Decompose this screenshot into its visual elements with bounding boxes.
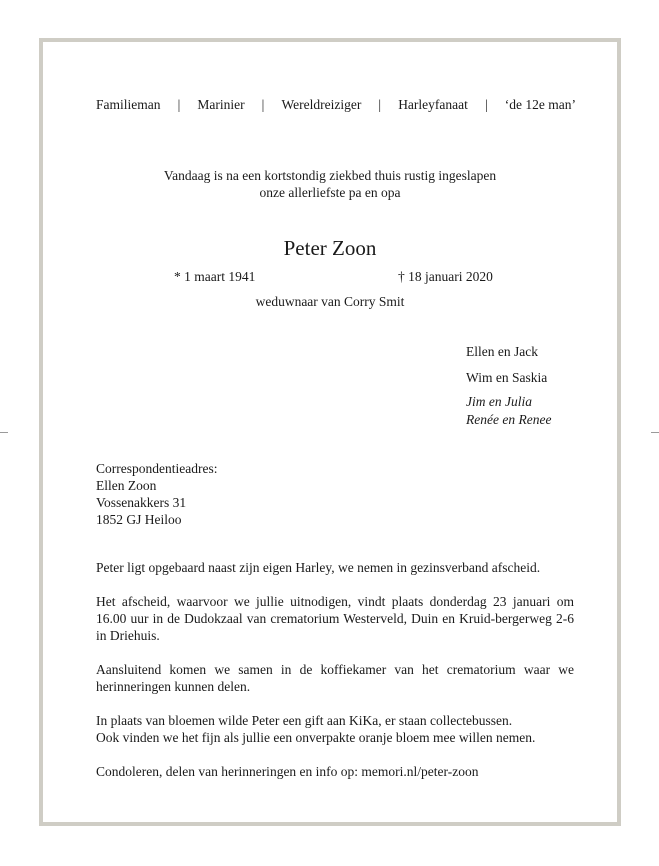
paragraph-donation-line-2: Ook vinden we het fijn als jullie een onverpakte oranje bloem mee willen nemen. xyxy=(96,730,536,745)
paragraph-donation-line-1: In plaats van bloemen wilde Peter een gift aan KiKa, er staan collectebussen. xyxy=(96,713,513,728)
family-children-1: Ellen en Jack xyxy=(466,344,538,359)
trait-separator: | xyxy=(484,97,488,112)
paragraph-farewell xyxy=(96,593,574,644)
paragraph-condolences xyxy=(96,763,574,780)
family-grandchildren-2: Renée en Renee xyxy=(466,412,552,427)
paragraph-gathering-text: Aansluitend komen we samen in de koffiekamer van het crematorium waar we herinneringen kunnen delen. xyxy=(96,662,574,694)
correspondence-name: Ellen Zoon xyxy=(96,478,157,493)
paragraph-donation xyxy=(96,712,574,746)
trait-wereldreiziger: Wereldreiziger xyxy=(281,97,362,112)
trait-familieman: Familieman xyxy=(96,97,161,112)
death-date: † 18 januari 2020 xyxy=(398,269,493,284)
family-children-2: Wim en Saskia xyxy=(466,370,548,385)
trait-harleyfanaat: Harleyfanaat xyxy=(398,97,468,112)
deceased-name: Peter Zoon xyxy=(283,236,377,260)
intro-line-1: Vandaag is na een kortstondig ziekbed thuis rustig ingeslapen xyxy=(163,168,497,183)
trait-separator: | xyxy=(378,97,382,112)
crop-mark-left xyxy=(0,432,8,433)
relation-line: weduwnaar van Corry Smit xyxy=(255,294,405,309)
birth-date: * 1 maart 1941 xyxy=(174,269,256,284)
trait-marinier: Marinier xyxy=(197,97,245,112)
correspondence-street: Vossenakkers 31 xyxy=(96,495,187,510)
paragraph-viewing-text: Peter ligt opgebaard naast zijn eigen Harley, we nemen in gezinsverband afscheid. xyxy=(96,560,541,575)
crop-mark-right xyxy=(651,432,659,433)
intro-line-2: onze allerliefste pa en opa xyxy=(259,185,401,200)
paragraph-condolences-text: Condoleren, delen van herinneringen en info op: memori.nl/peter-zoon xyxy=(96,764,479,779)
trait-12e-man: ‘de 12e man’ xyxy=(504,97,576,112)
paragraph-gathering xyxy=(96,661,574,695)
family-grandchildren-1: Jim en Julia xyxy=(466,394,532,409)
trait-separator: | xyxy=(177,97,181,112)
traits-line xyxy=(96,96,576,113)
paragraph-viewing xyxy=(96,559,574,576)
paragraph-farewell-text: Het afscheid, waarvoor we jullie uitnodigen, vindt plaats donderdag 23 januari om 16.00 uur in de Dudokzaal van crematorium Westerveld, Duin en Kruid-bergerweg 2-6 in Driehuis. xyxy=(96,594,574,643)
correspondence-city: 1852 GJ Heiloo xyxy=(96,512,182,527)
correspondence-label: Correspondentieadres: xyxy=(96,461,218,476)
announcement-card xyxy=(39,38,621,826)
trait-separator: | xyxy=(261,97,265,112)
